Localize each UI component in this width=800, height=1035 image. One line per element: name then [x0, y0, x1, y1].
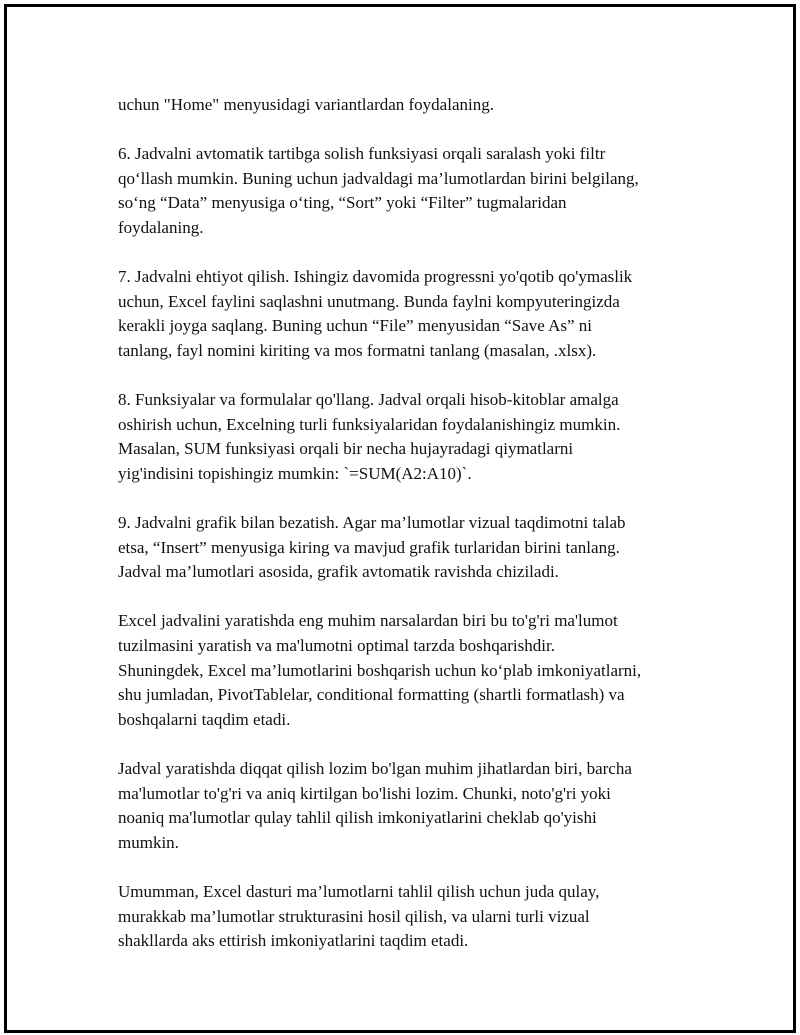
paragraph-step-9-charts [118, 511, 708, 585]
text-line: foydalaning. [118, 217, 204, 237]
paragraph-data-structure [118, 609, 708, 732]
paragraph-conclusion [118, 880, 708, 954]
text-line: etsa, “Insert” menyusiga kiring va mavjud grafik turlaridan birini tanlang. [118, 537, 620, 557]
text-line: qo‘llash mumkin. Buning uchun jadvaldagi ma’lumotlardan birini belgilang, [118, 168, 639, 188]
paragraph-step-6-sort-filter [118, 142, 708, 240]
text-line: tuzilmasini yaratish va ma'lumotni optimal tarzda boshqarishdir. [118, 636, 555, 656]
text-line: noaniq ma'lumotlar qulay tahlil qilish imkoniyatlarini cheklab qo'yishi [118, 808, 597, 828]
text-line: tanlang, fayl nomini kiriting va mos formatni tanlang (masalan, .xlsx). [118, 340, 597, 360]
text-line: kerakli joyga saqlang. Buning uchun “File” menyusidan “Save As” ni [118, 316, 593, 336]
text-line: shu jumladan, PivotTablelar, conditional formatting (shartli formatlash) va [118, 685, 625, 705]
text-line: Jadval yaratishda diqqat qilish lozim bo'lgan muhim jihatlardan biri, barcha [118, 759, 632, 779]
text-line: uchun "Home" menyusidagi variantlardan foydalaning. [118, 95, 494, 114]
text-line: yig'indisini topishingiz mumkin: `=SUM(A2:A10)`. [118, 463, 472, 483]
text-line: so‘ng “Data” menyusiga o‘ting, “Sort” yoki “Filter” tugmalaridan [118, 193, 567, 213]
text-line: 6. Jadvalni avtomatik tartibga solish funksiyasi orqali saralash yoki filtr [118, 144, 606, 164]
text-line: 9. Jadvalni grafik bilan bezatish. Agar ma’lumotlar vizual taqdimotni talab [118, 513, 626, 533]
text-line: 7. Jadvalni ehtiyot qilish. Ishingiz davomida progressni yo'qotib qo'ymaslik [118, 267, 633, 287]
text-line: Excel jadvalini yaratishda eng muhim narsalardan biri bu to'g'ri ma'lumot [118, 611, 618, 631]
text-line: Shuningdek, Excel ma’lumotlarini boshqarish uchun ko‘plab imkoniyatlarni, [118, 660, 642, 680]
text-line: Umumman, Excel dasturi ma’lumotlarni tahlil qilish uchun juda qulay, [118, 882, 600, 901]
paragraph-step-7-save [118, 265, 708, 363]
document-body [118, 93, 708, 978]
text-line: ma'lumotlar to'g'ri va aniq kirtilgan bo'lishi lozim. Chunki, noto'g'ri yoki [118, 783, 611, 803]
text-line: shakllarda aks ettirish imkoniyatlarini taqdim etadi. [118, 931, 469, 951]
paragraph-data-accuracy [118, 757, 708, 855]
text-line: murakkab ma’lumotlar strukturasini hosil qilish, va ularni turli vizual [118, 906, 590, 926]
paragraph-home-menu [118, 93, 708, 118]
text-line: 8. Funksiyalar va formulalar qo'llang. Jadval orqali hisob-kitoblar amalga [118, 390, 619, 410]
text-line: oshirish uchun, Excelning turli funksiyalaridan foydalanishingiz mumkin. [118, 414, 621, 434]
text-line: boshqalarni taqdim etadi. [118, 709, 291, 729]
paragraph-step-8-formulas [118, 388, 708, 486]
text-line: Jadval ma’lumotlari asosida, grafik avtomatik ravishda chiziladi. [118, 562, 559, 582]
text-line: mumkin. [118, 832, 179, 852]
text-line: Masalan, SUM funksiyasi orqali bir necha hujayradagi qiymatlarni [118, 439, 574, 459]
text-line: uchun, Excel faylini saqlashni unutmang. Bunda faylni kompyuteringizda [118, 291, 620, 311]
